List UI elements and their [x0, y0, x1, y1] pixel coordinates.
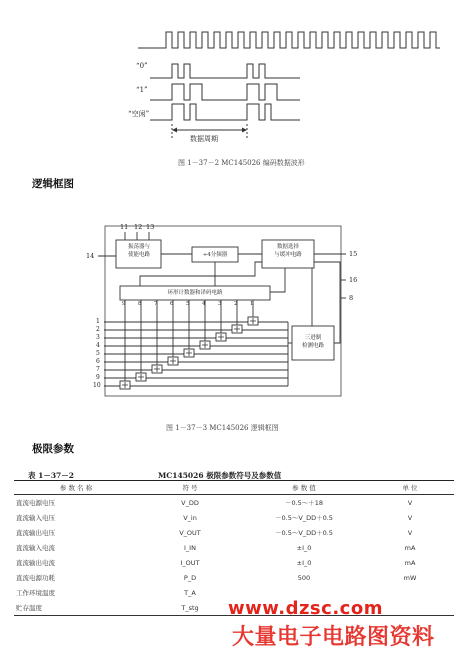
header-unit: 单 位: [366, 481, 454, 495]
ring-out-7: 7: [154, 301, 158, 307]
header-param-name: 参 数 名 称: [14, 481, 138, 495]
label-zero: “0”: [136, 62, 148, 70]
param-unit: V: [407, 513, 413, 522]
param-symbol: P_D: [183, 573, 197, 582]
ring-counter-label: 环形计数器和译码电路: [167, 290, 223, 296]
param-value: ±I_0: [296, 558, 312, 567]
param-name: 贮存温度: [14, 600, 138, 616]
param-unit: mW: [403, 573, 417, 582]
label-idle: “空闲”: [128, 110, 150, 118]
param-name: 直流输入电压: [16, 514, 55, 522]
param-unit: V: [407, 528, 413, 537]
param-value: －0.5～＋18: [284, 499, 324, 507]
table-row: [14, 510, 454, 525]
param-symbol: V_OUT: [179, 528, 201, 537]
param-name: 直流电源功耗: [16, 574, 55, 582]
table-row: [14, 555, 454, 570]
trinary-detect-label: 三进制 检测电路: [301, 335, 324, 349]
ring-out-5: 5: [186, 301, 190, 307]
header-symbol: 符 号: [138, 481, 242, 495]
input-pin-6: 6: [96, 358, 100, 365]
table-row: [14, 570, 454, 585]
watermark-slogan: 大量电子电路图资料: [232, 625, 435, 650]
input-pin-2: 2: [96, 326, 100, 333]
param-value: －0.5～V_DD＋0.5: [275, 529, 333, 537]
param-symbol: T_A: [184, 588, 196, 597]
table-number: 表 1－37－2: [28, 471, 74, 480]
pin-12: 12: [134, 223, 143, 231]
pin-14: 14: [86, 252, 95, 260]
param-name: 直流电源电压: [16, 499, 55, 507]
fig1-caption: 图 1－37－2 MC145026 编码数据波形: [178, 159, 305, 167]
param-value: ±I_0: [296, 543, 312, 552]
section-limit-params-title: 极限参数: [32, 443, 74, 455]
ring-out-6: 6: [170, 301, 174, 307]
param-value: 500: [297, 573, 311, 582]
ring-out-1: 1: [250, 301, 254, 307]
limit-params-table: [14, 480, 454, 616]
pin-15: 15: [349, 250, 358, 258]
pin-8: 8: [349, 294, 354, 302]
oscillator-label: 振荡器与 使能电路: [127, 244, 150, 258]
section-logic-diagram-title: 逻辑框图: [32, 178, 74, 190]
divider-label: ÷4分频器: [202, 252, 228, 258]
param-unit: V: [407, 498, 413, 507]
pin-16: 16: [349, 276, 358, 284]
watermark-url: www.dzsc.com: [228, 598, 383, 619]
label-one: “1”: [136, 86, 148, 94]
param-name: 直流输入电流: [16, 544, 55, 552]
ring-out-9: 9: [122, 301, 126, 307]
input-pin-7: 7: [96, 366, 100, 373]
input-pin-10: 10: [93, 382, 101, 389]
param-symbol: T_stg: [138, 600, 242, 616]
param-unit: mA: [404, 558, 416, 567]
param-name: 直流输出电压: [16, 529, 55, 537]
param-symbol: V_in: [183, 513, 197, 522]
input-pin-1: 1: [96, 318, 100, 325]
param-symbol: I_OUT: [180, 558, 200, 567]
input-pin-9: 9: [96, 374, 100, 381]
header-value: 参 数 值: [242, 481, 366, 495]
pin-11: 11: [120, 223, 129, 231]
param-name: 工作环境温度: [16, 589, 55, 597]
input-pin-5: 5: [96, 350, 100, 357]
input-pin-3: 3: [96, 334, 100, 341]
param-value: －0.5～V_DD＋0.5: [275, 514, 333, 522]
table-row: [14, 525, 454, 540]
ring-out-8: 8: [138, 301, 142, 307]
ring-out-3: 3: [218, 301, 222, 307]
input-pin-4: 4: [96, 342, 100, 349]
ring-out-2: 2: [234, 301, 238, 307]
param-name: 直流输出电流: [16, 559, 55, 567]
table-title: MC145026 极限参数符号及参数值: [158, 471, 282, 480]
period-label: 数据周期: [190, 135, 218, 143]
pin-13: 13: [146, 223, 155, 231]
data-select-label: 数据选择 与缓冲电路: [274, 244, 302, 258]
table-row: [14, 495, 454, 511]
param-symbol: I_IN: [184, 543, 196, 552]
param-unit: mA: [404, 543, 416, 552]
param-symbol: V_DD: [181, 498, 199, 507]
ring-out-4: 4: [202, 301, 206, 307]
table-row: [14, 540, 454, 555]
fig2-caption: 图 1－37－3 MC145026 逻辑框图: [166, 424, 279, 432]
